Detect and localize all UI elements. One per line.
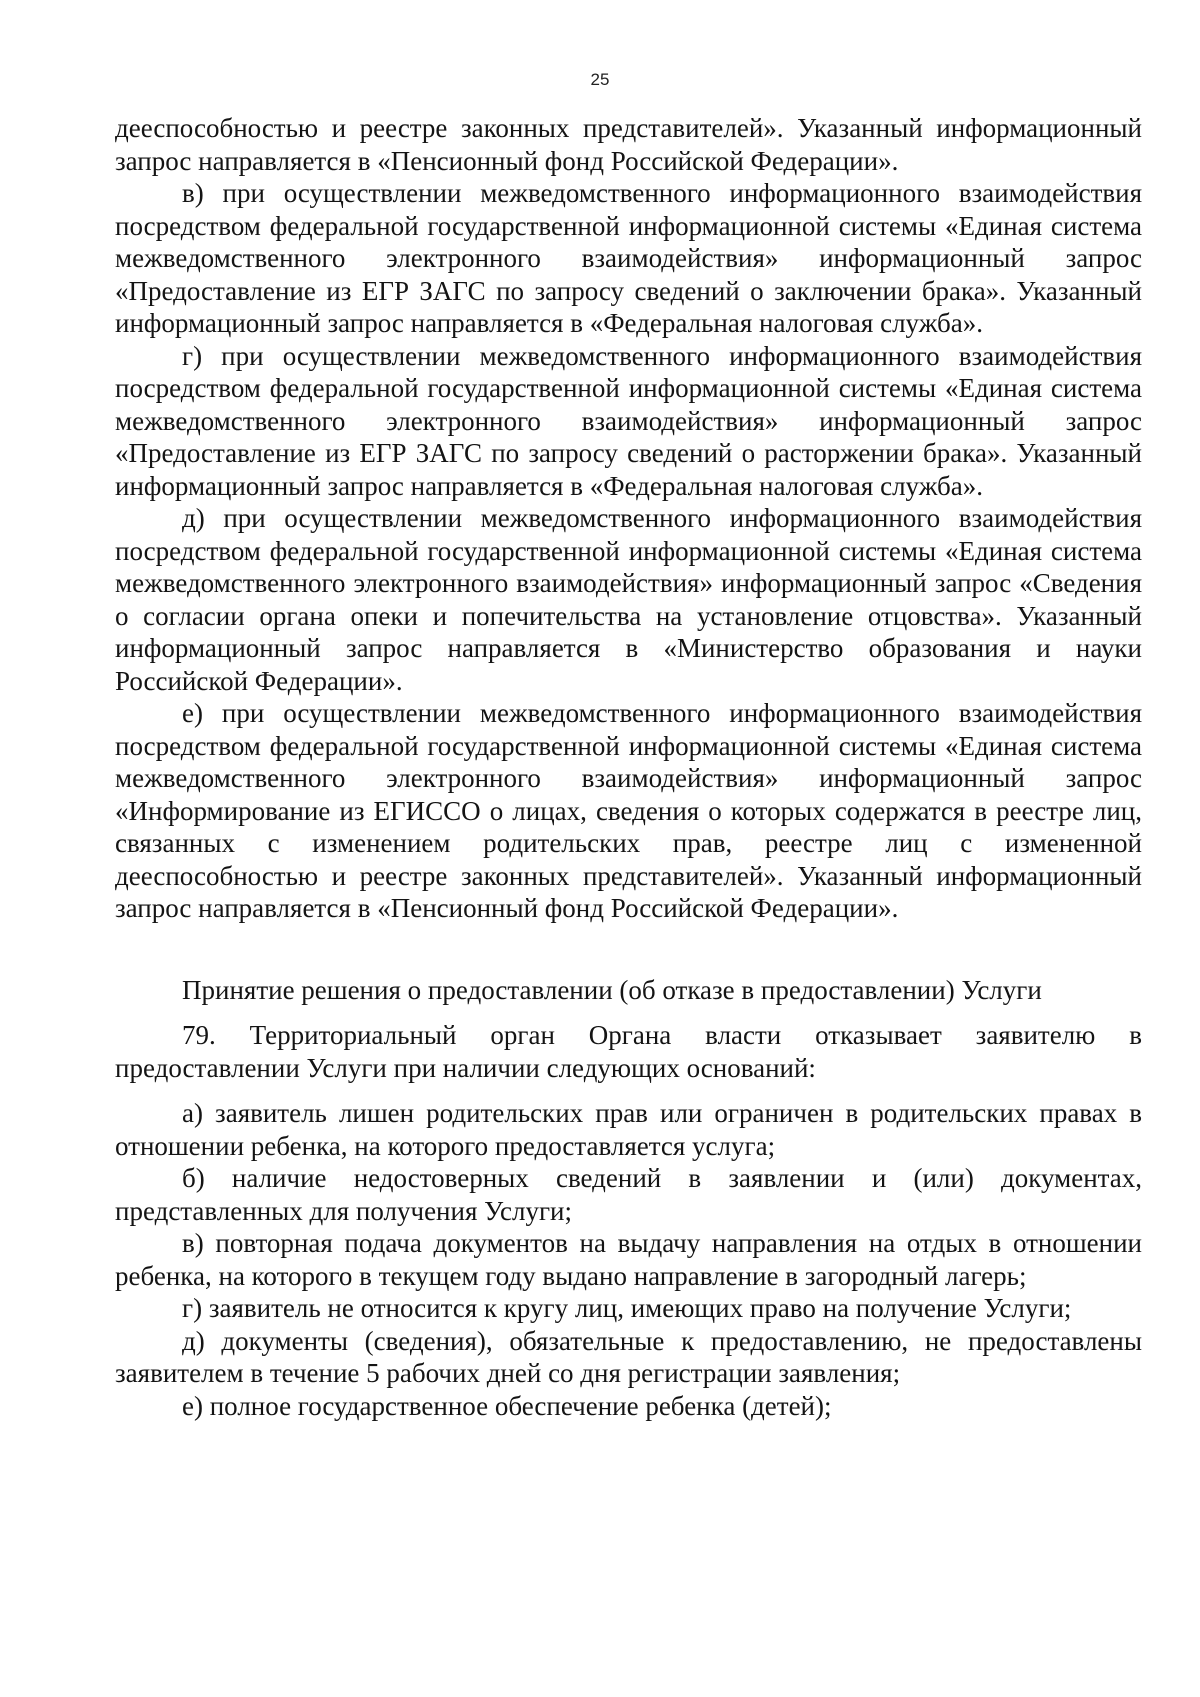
ground-g: г) заявитель не относится к кругу лиц, имеющих право на получение Услуги; [182,1293,1072,1323]
section-heading: Принятие решения о предоставлении (об отказе в предоставлении) Услуги [182,974,1042,1005]
paragraph-g: г) при осуществлении межведомственного информационного взаимодействия посредством федеральной государственной информационной системы «Единая система межведомственного электронного взаимодействия» информационный запрос «Предоставление из ЕГР ЗАГС по запросу сведений о расторжении брака». Указанный информационный запрос направляется в «Федеральная налоговая служба». [115,340,1142,501]
ground-e: е) полное государственное обеспечение ребенка (детей); [182,1390,832,1421]
page-number: 25 [590,70,610,89]
paragraph-v: в) при осуществлении межведомственного информационного взаимодействия посредством федеральной государственной информационной системы «Единая система межведомственного электронного взаимодействия» информационный запрос «Предоставление из ЕГР ЗАГС по запросу сведений о заключении брака». Указанный информационный запрос направляется в «Федеральная налоговая служба». [115,178,1142,338]
paragraph-d: д) при осуществлении межведомственного информационного взаимодействия посредством федеральной государственной информационной системы «Единая система межведомственного электронного взаимодействия» информационный запрос «Сведения о согласии органа опеки и попечительства на установление отцовства». Указанный информационный запрос направляется в «Министерство образования и науки Российской Федерации». [115,503,1142,696]
ground-d: д) документы (сведения), обязательные к предоставлению, не предоставлены заявителем в течение 5 рабочих дней со дня регистрации заявления; [115,1325,1142,1388]
clause-79: 79. Территориальный орган Органа власти отказывает заявителю в предоставлении Услуги при наличии следующих оснований: [115,1020,1142,1083]
paragraph-e: е) при осуществлении межведомственного информационного взаимодействия посредством федеральной государственной информационной системы «Единая система межведомственного электронного взаимодействия» информационный запрос «Информирование из ЕГИССО о лицах, сведения о которых содержатся в реестре лиц, связанных с изменением родительских прав, реестре лиц с измененной дееспособностью и реестре законных представителей». Указанный информационный запрос направляется в «Пенсионный фонд Российской Федерации». [115,698,1142,923]
document-body [115,112,1142,1422]
ground-b: б) наличие недостоверных сведений в заявлении и (или) документах, представленных для получения Услуги; [115,1163,1142,1226]
ground-a: а) заявитель лишен родительских прав или ограничен в родительских правах в отношении ребенка, на которого предоставляется услуга; [115,1098,1142,1161]
paragraph-continuation: дееспособностью и реестре законных представителей». Указанный информационный запрос направляется в «Пенсионный фонд Российской Федерации». [115,113,1142,176]
ground-v: в) повторная подача документов на выдачу направления на отдых в отношении ребенка, на которого в текущем году выдано направление в загородный лагерь; [115,1228,1142,1291]
